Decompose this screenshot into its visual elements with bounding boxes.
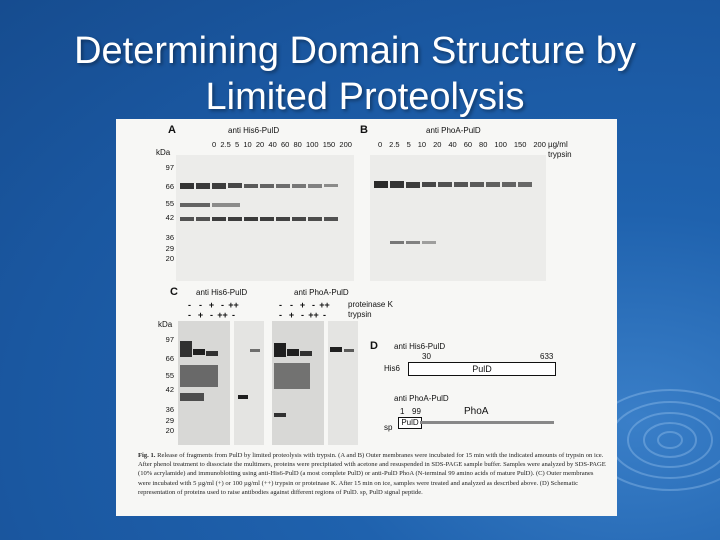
treatment-mark: + xyxy=(197,310,204,320)
kda-marker: 55 xyxy=(165,371,174,380)
caption-lead: Fig. 1. xyxy=(138,452,156,459)
kda-marker: 97 xyxy=(165,335,174,344)
kda-marker: 97 xyxy=(165,163,174,172)
lane-label: 20 xyxy=(255,140,265,149)
lane-label: 200 xyxy=(533,140,546,149)
construct-1-box xyxy=(408,362,556,376)
lane-label: 0 xyxy=(378,140,383,149)
panel-a-letter: A xyxy=(168,124,176,136)
kda-marker: 42 xyxy=(165,385,174,394)
treatment-mark: + xyxy=(208,300,215,310)
treatment-mark: - xyxy=(210,310,213,320)
lane-label: 100 xyxy=(306,140,319,149)
panel-a-antibody: anti His6-PulD xyxy=(228,126,280,135)
blot-panel-c xyxy=(178,321,358,445)
panel-b-unit-2: trypsin xyxy=(548,150,572,159)
panel-c-row-1 xyxy=(184,300,330,310)
construct-1-tag: His6 xyxy=(384,364,401,373)
construct-2-name: anti PhoA-PulD xyxy=(394,394,449,403)
treatment-mark: - xyxy=(301,310,304,320)
lane-label: 150 xyxy=(513,140,527,149)
kda-marker: 36 xyxy=(165,405,174,414)
kda-marker: 66 xyxy=(165,354,174,363)
panel-c-antibody-right: anti PhoA-PulD xyxy=(294,288,349,297)
panel-c-row-1-label: proteinase K xyxy=(348,300,393,309)
treatment-mark: ++ xyxy=(217,310,228,320)
construct-2-box-label: PulD xyxy=(401,418,419,427)
treatment-mark: - xyxy=(221,300,224,310)
treatment-mark: - xyxy=(290,300,293,310)
figure-image xyxy=(116,119,617,516)
treatment-mark: - xyxy=(199,300,202,310)
panel-b-antibody: anti PhoA-PulD xyxy=(426,126,481,135)
panel-b-lanes xyxy=(378,141,546,149)
construct-1-end: 633 xyxy=(540,352,554,361)
construct-2-mid: 99 xyxy=(412,407,421,416)
title-line-1: Determining Domain Structure by xyxy=(74,30,636,72)
lane-label: 200 xyxy=(339,140,352,149)
treatment-mark: - xyxy=(323,310,326,320)
panel-b-unit: µg/ml xyxy=(548,140,568,149)
panel-a-lanes xyxy=(212,141,352,149)
kda-marker: 42 xyxy=(165,213,174,222)
lane-label: 2.5 xyxy=(220,140,231,149)
treatment-mark: - xyxy=(188,300,191,310)
construct-2-start: 1 xyxy=(400,407,405,416)
lane-label: 80 xyxy=(293,140,302,149)
treatment-mark: - xyxy=(188,310,191,320)
treatment-mark: + xyxy=(299,300,306,310)
treatment-mark: - xyxy=(312,300,315,310)
lane-label: 40 xyxy=(448,140,457,149)
panel-c-row-2-label: trypsin xyxy=(348,310,372,319)
construct-2-box xyxy=(398,417,422,429)
kda-marker: 55 xyxy=(165,199,174,208)
lane-label: 60 xyxy=(280,140,290,149)
slide-title xyxy=(0,28,720,120)
construct-2-phoa: PhoA xyxy=(464,406,489,417)
lane-label: 100 xyxy=(494,140,507,149)
panel-c-antibody-left: anti His6-PulD xyxy=(196,288,248,297)
lane-label: 0 xyxy=(212,140,217,149)
treatment-mark: ++ xyxy=(228,300,239,310)
lane-label: 20 xyxy=(433,140,442,149)
construct-2-sp: sp xyxy=(384,423,393,432)
treatment-mark: + xyxy=(288,310,295,320)
kda-label-top: kDa xyxy=(156,148,171,157)
panel-c-letter: C xyxy=(170,286,178,298)
lane-label: 80 xyxy=(479,140,488,149)
lane-label: 5 xyxy=(234,140,240,149)
title-line-2: Limited Proteolysis xyxy=(205,76,525,118)
treatment-mark: ++ xyxy=(308,310,319,320)
lane-label: 2.5 xyxy=(389,140,400,149)
kda-marker: 20 xyxy=(165,426,174,435)
lane-label: 5 xyxy=(406,140,411,149)
panel-d-letter: D xyxy=(370,340,378,352)
panel-b-letter: B xyxy=(360,124,368,136)
caption-text: Release of fragments from PulD by limited proteolysis with trypsin. (A and B) Outer membranes were incubated for 15 min with the indicated amounts of trypsin on ice. After phenol treatment to dissociate the multimers, proteins were precipitated with acetone and resuspended in SDS-PAGE sample buffer. Samples were analyzed by SDS-PAGE (10% acrylamide) and immunoblotting using anti-His6-PulD (a most complete PulD) or anti-PulD PhoA (N-terminal 99 amino acids of mature PulD). (C) Outer membranes were incubated with 5 µg/ml (+) or 100 µg/ml (++) trypsin or proteinase K. After 15 min on ice, samples were treated and analyzed as described above. (D) Schematic representation of proteins used to raise antibodies against different regions of PulD. sp, PulD signal peptide. xyxy=(138,452,606,496)
treatment-mark: - xyxy=(279,300,282,310)
treatment-mark: ++ xyxy=(319,300,330,310)
lane-label: 60 xyxy=(463,140,473,149)
construct-1-box-label: PulD xyxy=(472,364,492,374)
blot-panel-a xyxy=(176,155,354,281)
construct-1-name: anti His6-PulD xyxy=(394,342,446,351)
construct-1-start: 30 xyxy=(422,352,431,361)
lane-label: 40 xyxy=(268,140,277,149)
treatment-mark: - xyxy=(279,310,282,320)
lane-label: 10 xyxy=(417,140,427,149)
figure-caption xyxy=(138,451,606,497)
construct-2-phoa-bar xyxy=(420,421,554,424)
kda-marker: 29 xyxy=(165,416,174,425)
kda-marker: 66 xyxy=(165,182,174,191)
treatment-mark: - xyxy=(232,310,235,320)
lane-label: 10 xyxy=(243,140,252,149)
kda-marker: 29 xyxy=(165,244,174,253)
panel-c-row-2 xyxy=(184,310,330,320)
kda-marker: 20 xyxy=(165,254,174,263)
kda-marker: 36 xyxy=(165,233,174,242)
blot-panel-b xyxy=(370,155,546,281)
kda-label-bottom: kDa xyxy=(158,320,173,329)
lane-label: 150 xyxy=(322,140,336,149)
